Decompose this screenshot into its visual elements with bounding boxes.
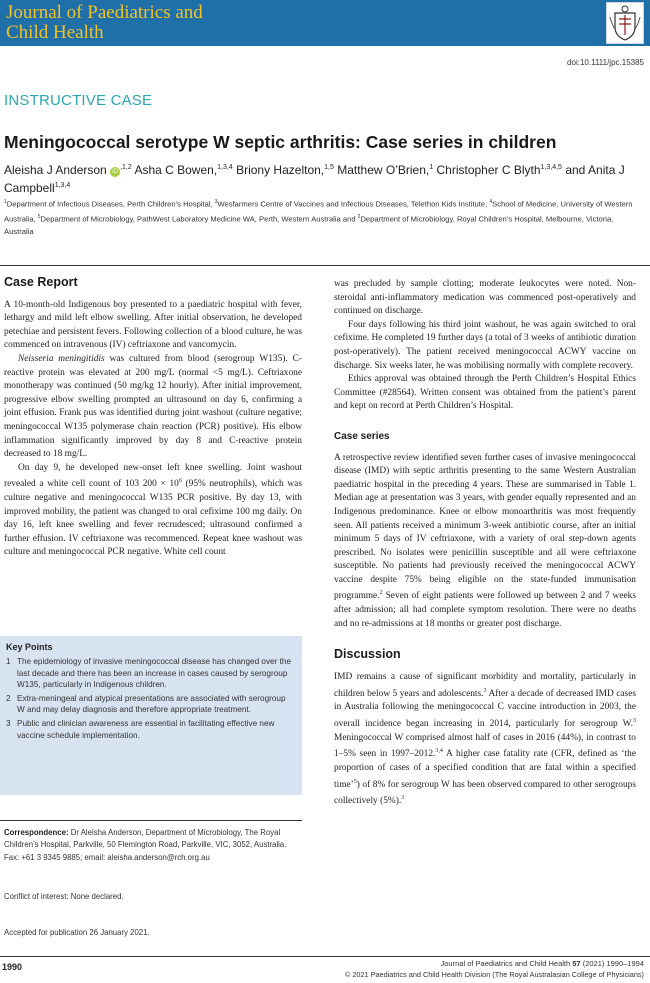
key-point-item: 1 The epidemiology of invasive meningococcal disease has changed over the last decade and there has been an increase in cases caused by serogroup W135, particularly in Indigenous children. <box>6 657 291 690</box>
correspondence-text[interactable]: Dr Aleisha Anderson, Department of Microbiology, The Royal Children’s Hospital, Parkville, 50 Flemington Road, Parkville, VIC, 3052, Australia. Fax: +61 3 9345 9885; email: aleisha.anderson@rch.org.au <box>4 828 287 862</box>
paragraph: Four days following his third joint washout, he was again switched to oral cefixime. He completed 19 further days (a total of 3 weeks of antibiotic duration post-operatively). The patient received meningococcal ACWY vaccine on discharge. Six weeks later, he was mobilising normally with complete recovery. <box>334 319 636 371</box>
page-number: 1990 <box>2 962 23 972</box>
author-list: Aleisha J Anderson $iD^{,1,2}$ Asha C Bowen,$^{1,3,4}$ Briony Hazelton,$^{1,5}$ Matthew O’Brien,$^1$ Christopher C Blyth$^{1,3,4,5}$ and Anita J Campbell$^{1,3,4}$ <box>4 163 625 195</box>
journal-title[interactable]: Journal of Paediatrics and Child Health <box>6 2 203 43</box>
paragraph: Neisseria meningitidis was cultured from blood (serogroup W135). C-reactive protein was elevated at 200 mg/L (normal <5 mg/L). Ceftriaxone monotherapy was continued (50 mg/kg 12 hourly). After initial improvement, progressive elbow swelling prompted an ultrasound on day 6, confirming a joint effusion. Frank pus was identified during joint washout (culture negative; meningococcal W135 polymerase chain reaction (PCR) positive). His elbow inflammation significantly improved by day 8 and C-reactive protein decreased to 18 mg/L. <box>4 353 302 460</box>
orcid-icon[interactable]: iD <box>110 167 120 177</box>
key-points-box <box>0 636 302 795</box>
paragraph: A 10-month-old Indigenous boy presented to a paediatric hospital with fever, lethargy and mild left elbow swelling. After initial observation, he developed petechiae and persistent fevers. Following collection of a blood culture, he was commenced on intravenous (IV) ceftriaxone and vancomycin. <box>4 299 302 351</box>
conflict-of-interest: Conflict of interest: None declared. <box>4 892 124 901</box>
author-name[interactable]: Aleisha J Anderson <box>4 163 107 177</box>
doi-link[interactable]: doi:10.1111/jpc.15385 <box>567 58 644 67</box>
case-report-heading: Case Report <box>4 275 78 289</box>
header-divider <box>0 265 650 266</box>
article-title: Meningococcal serotype W septic arthritis: Case series in children <box>4 132 557 152</box>
footer-divider <box>0 956 650 957</box>
author-name[interactable]: Asha C Bowen, <box>134 163 218 177</box>
left-column <box>4 276 302 560</box>
footer-copyright: © 2021 Paediatrics and Child Health Division (The Royal Australasian College of Physicians) <box>344 970 644 979</box>
key-point-item: 3 Public and clinician awareness are essential in facilitating effective new vaccine schedule implementation. <box>6 718 275 740</box>
article-section-label: INSTRUCTIVE CASE <box>4 92 153 109</box>
paragraph: A retrospective review identified seven further cases of invasive meningococcal disease (IMD) with septic arthritis presenting to the same Western Australian paediatric hospital in the preceding 4 years. These are summarised in Table 1. Median age at presentation was 3 years, with gender equally represented and an Indigenous predominance. Knee or elbow monoarthritis was most frequently seen. All patients received a minimum 3-week antibiotic course, after an initial minimum 5 days of IV ceftriaxone, with a variety of oral step-down agents prescribed. No isolates were penicillin susceptible and all were ceftriaxone susceptible. No patients had previously received the meningococcal ACWY vaccine despite 75% being eligible on the state-funded immunisation programme.$^2$ Seven of eight patients were followed up between 2 and 7 weeks after admission; all had complete symptom resolution. There were no deaths and no re-admissions at 18 months or greater post discharge. <box>334 452 636 629</box>
paragraph: IMD remains a cause of significant morbidity and mortality, particularly in children below 5 years and adolescents.$^3$ After a decade of decreased IMD cases in Australia following the meningococcal C vaccine introduction in 2003, the overall incidence began increasing in 2014, particularly for serogroup W.$^3$ Meningococcal W comprised almost half of cases in 2016 (44%), in contrast to 1–5% seen in 1997–2012.$^{3,4}$ A higher case fatality rate (CFR, defined as ‘the proportion of cases of a specified condition that are fatal within a specified time’$^5$) of 8% for serogroup W has been observed compared to other serogroups collectively (5%).$^3$ <box>334 671 637 807</box>
paragraph: Ethics approval was obtained through the Perth Children’s Hospital Ethics Committee (#28564). Written consent was obtained from the patient’s parent and kept on record at Perth Children’s Hospital. <box>334 374 636 412</box>
paragraph: was precluded by sample clotting; moderate leukocytes were noted. Non-steroidal anti-inflammatory medication was commenced post-operatively and continued on discharge. <box>334 279 636 317</box>
case-series-heading: Case series <box>334 430 390 442</box>
correspondence-divider <box>0 820 302 821</box>
author-name[interactable]: Anita J Campbell <box>4 163 625 195</box>
affiliations: $^1$Department of Infectious Diseases, Perth Children’s Hospital, $^3$Wesfarmers Centre of Vaccines and Infectious Diseases, Telethon Kids Institute, $^4$School of Medicine, University of Western Australia, $^5$Department of Microbiology, PathWest Laboratory Medicine WA, Perth, Western Australia and $^2$Department of Microbiology, Royal Children’s Hospital, Melbourne, Victoria, Australia <box>4 199 633 237</box>
key-point-item: 2 Extra-meningeal and atypical presentations are associated with serogroup W and may delay diagnosis and therefore appropriate treatment. <box>6 693 286 715</box>
author-name[interactable]: Briony Hazelton, <box>236 163 325 177</box>
journal-banner <box>0 0 650 46</box>
right-column <box>334 278 636 809</box>
author-name[interactable]: Christopher C Blyth <box>436 163 541 177</box>
correspondence: Correspondence: Dr Aleisha Anderson, Department of Microbiology, The Royal Children’s Hospital, Parkville, 50 Flemington Road, Parkville, VIC, 3052, Australia. Fax: +61 3 9345 9885; email: aleisha.anderson@rch.org.au <box>4 828 287 862</box>
footer-journal: Journal of Paediatrics and Child Health 57 (2021) 1990–1994 <box>440 959 644 968</box>
accepted-date: Accepted for publication 26 January 2021. <box>4 928 150 937</box>
paragraph: On day 9, he developed new-onset left knee swelling. Joint washout revealed a white cell count of 103 $200 \times 10^6$ (95% neutrophils), which was culture negative and meningococcal W135 PCR positive. By day 13, with improved mobility, the patient was changed to oral cefixime 100 mg daily. On day 16, left knee swelling and fever recrudesced; ultrasound confirmed a further effusion. IV ceftriaxone was recommenced. Repeat knee washout was culture and meningococcal PCR negative. White cell count <box>4 462 302 558</box>
discussion-heading: Discussion <box>334 647 401 662</box>
author-name[interactable]: Matthew O’Brien, <box>337 163 430 177</box>
college-crest-icon <box>606 2 644 44</box>
key-points-heading: Key Points <box>6 642 53 652</box>
